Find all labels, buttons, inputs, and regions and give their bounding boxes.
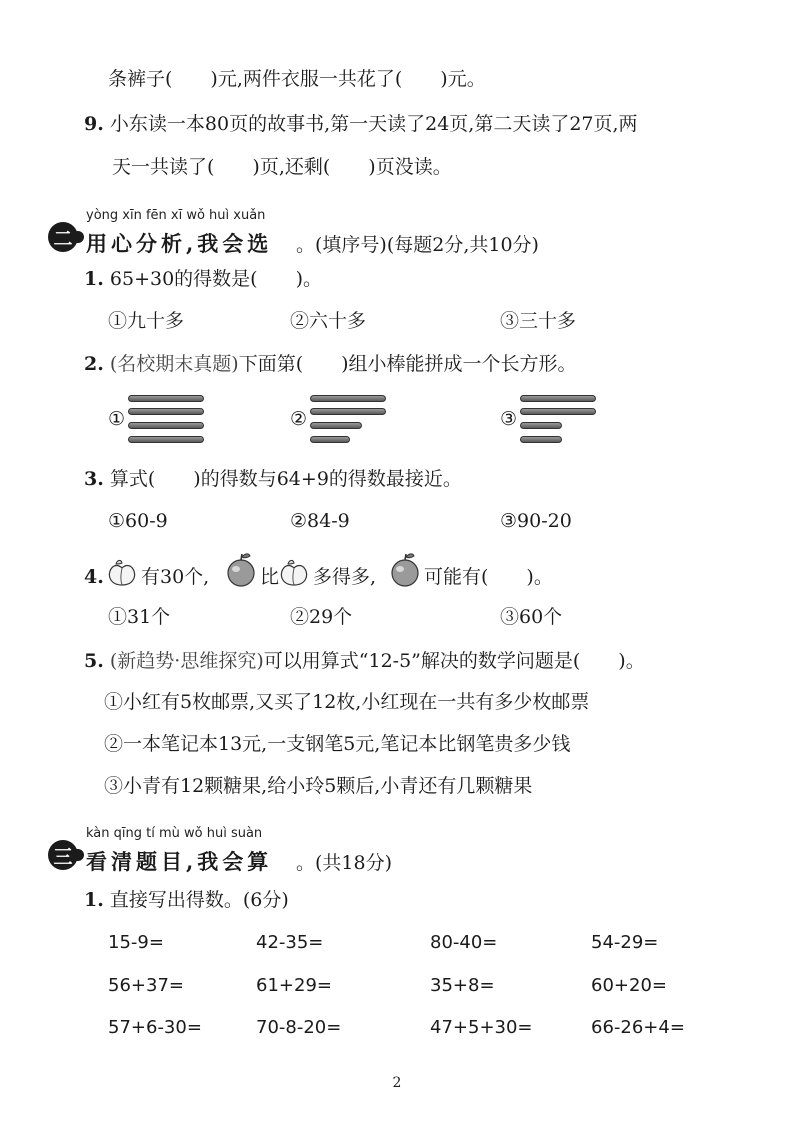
question-text: 可以用算式“12-5”解决的数学问题是( )。 [263,650,645,672]
s2-question-1 [84,270,322,289]
question-text: 算式( )的得数与64+9的得数最接近。 [109,468,462,490]
stick [310,408,386,415]
option-a[interactable]: ①31个 [108,606,171,628]
calc-item[interactable]: 47+5+30= [430,1017,533,1038]
question-text: 下面第( )组小棒能拼成一个长方形。 [238,353,577,375]
stick [520,436,562,443]
stick [310,395,386,402]
calc-item[interactable]: 66-26+4= [591,1017,685,1038]
option-c[interactable]: ③90-20 [500,510,572,532]
question-text: 小东读一本80页的故事书,第一天读了24页,第二天读了27页,两 [109,113,638,135]
section-3-pinyin: kàn qīng tí mù wǒ huì suàn [86,826,263,841]
q4-text-2: 比 [260,566,280,588]
page-number: 2 [392,1075,402,1091]
question-tag: (名校期末真题) [109,353,239,375]
q4-text-1: 有30个, [141,566,210,588]
calc-item[interactable]: 61+29= [256,975,332,996]
option-b-label[interactable]: ② [290,408,308,430]
section-3-title: 看清题目,我会算 [86,849,273,874]
calc-item[interactable]: 56+37= [108,975,184,996]
calc-item[interactable]: 15-9= [108,932,164,953]
option-c[interactable]: ③60个 [500,606,563,628]
question-number: 9. [84,113,104,135]
s2-question-2 [84,355,577,374]
calc-item[interactable]: 70-8-20= [256,1017,342,1038]
option-b[interactable]: ②84-9 [290,510,350,532]
calc-item[interactable]: 35+8= [430,975,495,996]
s2-question-4-num: 4. [84,566,104,588]
stick [128,395,204,402]
option-b[interactable]: ②一本笔记本13元,一支钢笔5元,笔记本比钢笔贵多少钱 [104,733,571,755]
section-3-note: 。(共18分) [296,852,393,874]
question-9 [84,115,638,134]
question-number: 2. [84,353,104,375]
apple-icon [388,550,422,588]
section-2-badge: 二 [48,222,78,252]
stick [520,395,596,402]
calc-item[interactable]: 80-40= [430,932,498,953]
option-b[interactable]: ②29个 [290,606,353,628]
option-c-label[interactable]: ③ [500,408,518,430]
apple-icon [224,550,258,588]
calc-item[interactable]: 57+6-30= [108,1017,202,1038]
question-text: 65+30的得数是( )。 [109,268,322,290]
option-a[interactable]: ①60-9 [108,510,168,532]
question-number: 3. [84,468,104,490]
section-2-title: 用心分析,我会选 [86,231,273,256]
calc-item[interactable]: 54-29= [591,932,659,953]
question-9-line2: 天一共读了( )页,还剩( )页没读。 [112,156,452,178]
option-a-label[interactable]: ① [108,408,126,430]
stick [520,422,562,429]
option-b[interactable]: ②六十多 [290,310,367,332]
stick [128,408,204,415]
option-a[interactable]: ①九十多 [108,310,185,332]
s2-question-5 [84,652,645,671]
section-2-pinyin: yòng xīn fēn xī wǒ huì xuǎn [86,208,266,223]
stick [128,436,204,443]
stick [520,408,596,415]
peach-icon [277,555,311,589]
q8-continuation: 条裤子( )元,两件衣服一共花了( )元。 [108,68,486,90]
calc-item[interactable]: 60+20= [591,975,667,996]
stick [310,436,350,443]
option-c[interactable]: ③小青有12颗糖果,给小玲5颗后,小青还有几颗糖果 [104,775,533,797]
section-2-note: 。(填序号)(每题2分,共10分) [296,234,539,256]
option-c[interactable]: ③三十多 [500,310,577,332]
question-tag: (新趋势·思维探究) [109,650,264,672]
section-3-badge: 三 [48,840,78,870]
option-a[interactable]: ①小红有5枚邮票,又买了12枚,小红现在一共有多少枚邮票 [104,691,590,713]
stick [310,422,362,429]
peach-icon [105,555,139,589]
question-text: 直接写出得数。(6分) [109,889,289,911]
question-number: 1. [84,889,104,911]
question-number: 5. [84,650,104,672]
q4-text-3: 多得多, [313,566,377,588]
s3-question-1 [84,891,289,910]
calc-item[interactable]: 42-35= [256,932,324,953]
s2-question-3 [84,470,462,489]
q4-text-4: 可能有( )。 [424,566,553,588]
stick [128,422,204,429]
question-number: 1. [84,268,104,290]
